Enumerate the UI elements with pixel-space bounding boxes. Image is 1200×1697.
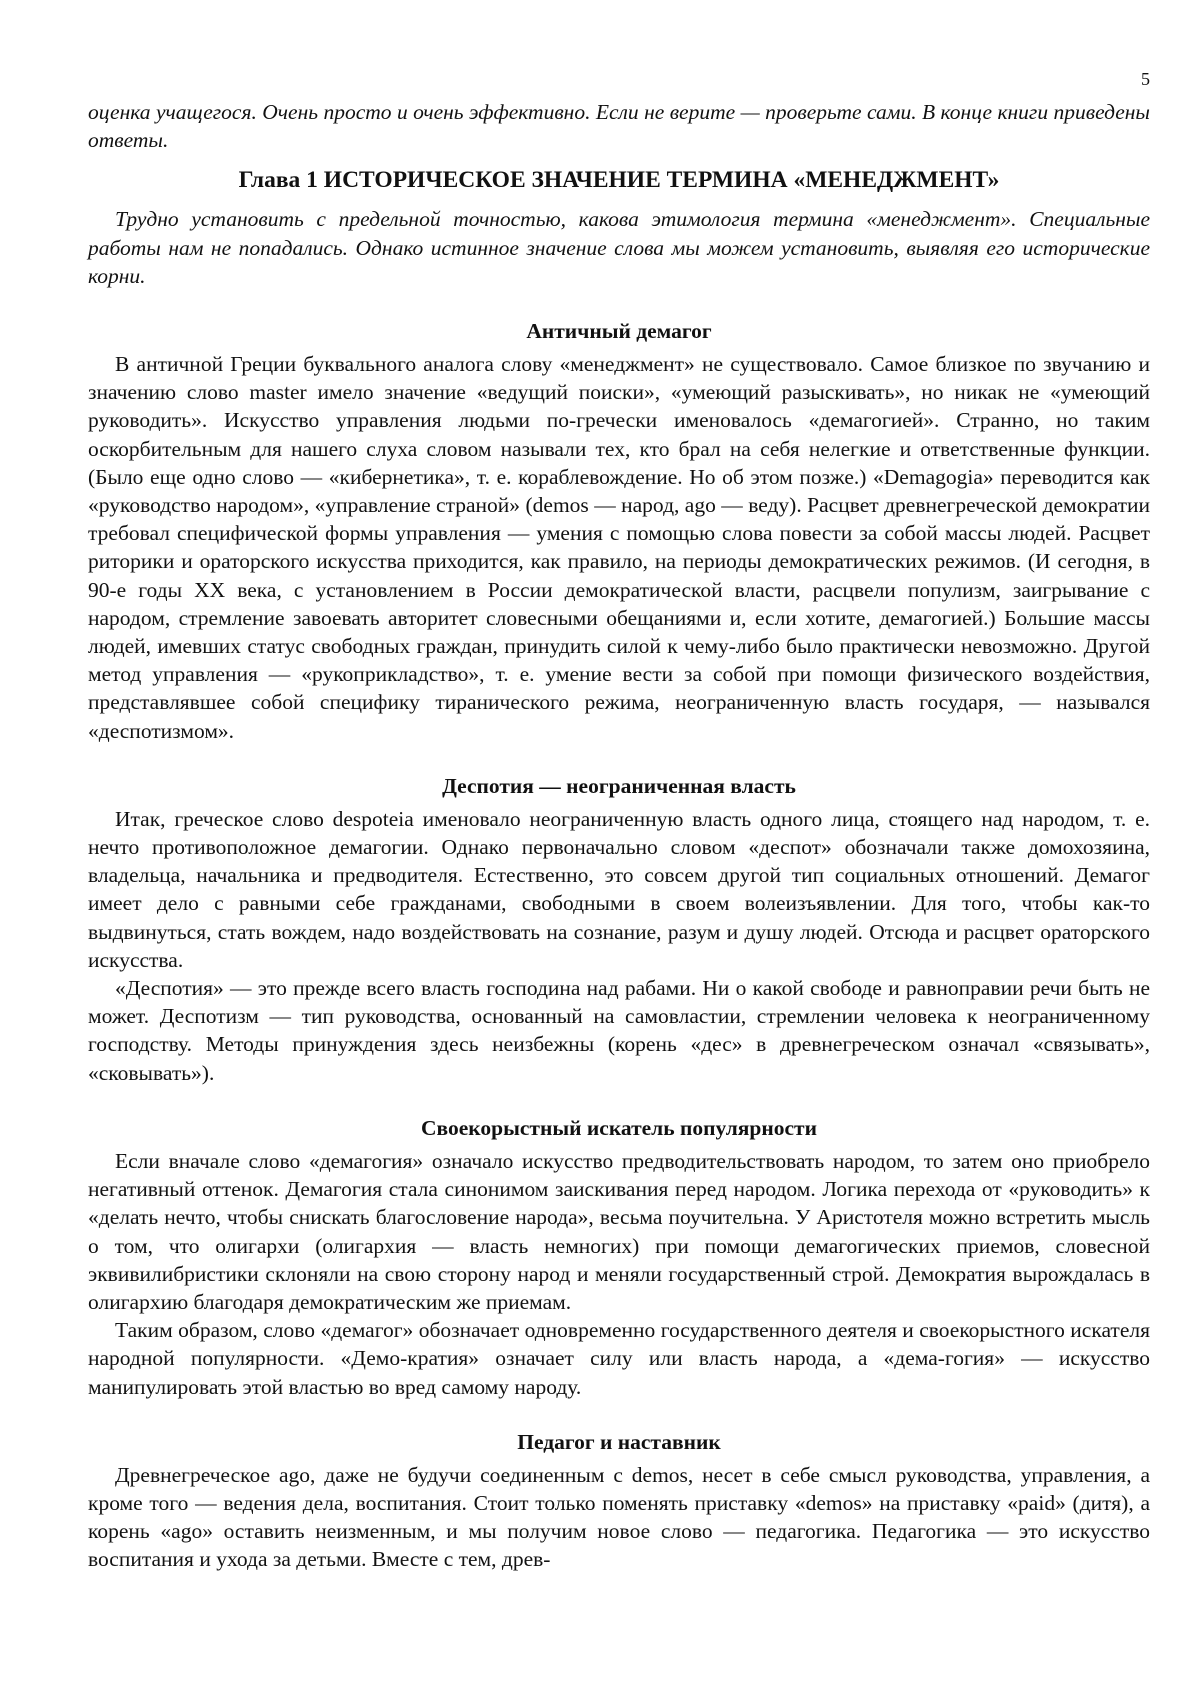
section-heading-ancient-demagogue: Античный демагог — [526, 319, 712, 344]
intro-tail: оценка учащегося. Очень просто и очень эффективно. Если не верите — проверьте сами. В конце книги приведены ответы. — [88, 100, 1150, 153]
section-heading-popularity-seeker: Своекорыстный искатель популярности — [420, 1115, 818, 1140]
page-number: 5 — [1141, 69, 1150, 89]
section-heading-despotism: Деспотия — неограниченная власть — [442, 773, 796, 798]
section-paragraph: Таким образом, слово «демагог» обозначает одновременно государственного деятеля и своекорыстного искателя народной популярности. «Демо-кратия» означает силу или власть народа, а «дема-гогия» — искусство манипулировать этой властью во вред самому народу. — [88, 1318, 1150, 1399]
section-heading-pedagogue: Педагог и наставник — [517, 1429, 721, 1454]
document-page — [88, 68, 1150, 1574]
section-paragraph: «Деспотия» — это прежде всего власть господина над рабами. Ни о какой свободе и равноправии речи быть не может. Деспотизм — тип руководства, основанный на самовластии, стремлении человека к неограниченному господству. Методы принуждения здесь неизбежны (корень «дес» в древнегреческом означал «связывать», «сковывать»). — [88, 976, 1150, 1085]
chapter-title: Глава 1 ИСТОРИЧЕСКОЕ ЗНАЧЕНИЕ ТЕРМИНА «МЕНЕДЖМЕНТ» — [238, 167, 1000, 194]
section-paragraph: Древнегреческое ago, даже не будучи соединенным с demos, несет в себе смысл руководства, управления, а кроме того — ведения дела, воспитания. Стоит только поменять приставку «demos» на приставку «paid» (дитя), а корень «ago» оставить неизменным, и мы получим новое слово — педагогика. Педагогика — это искусство воспитания и ухода за детьми. Вместе с тем, древ- — [88, 1462, 1150, 1572]
section-paragraph: Итак, греческое слово despoteia именовало неограниченную власть одного лица, стоящего над народом, т. е. нечто противоположное демагогии. Однако первоначально словом «деспот» обозначали также домохозяина, владельца, начальника и предводителя. Естественно, это совсем другой тип социальных отношений. Демагог имеет дело с равными себе гражданами, свободными в своем волеизъявлении. Для того, чтобы как-то выдвинуться, стать вождем, надо воздействовать на сознание, разум и душу людей. Отсюда и расцвет ораторского искусства. — [88, 806, 1150, 972]
section-paragraph: Если вначале слово «демагогия» означало искусство предводительствовать народом, то затем оно приобрело негативный оттенок. Демагогия стала синонимом заискивания перед народом. Логика перехода от «руководить» к «делать нечто, чтобы снискать благословение народа», весьма поучительна. У Аристотеля можно встретить мысль о том, что олигархи (олигархия — власть немногих) при помощи демагогических приемов, словесной эквивилибристики склоняли на свою сторону народ и меняли государственный строй. Демократия вырождалась в олигархию благодаря демократическим же приемам. — [88, 1148, 1150, 1314]
section-paragraph: В античной Греции буквального аналога слову «менеджмент» не существовало. Самое близкое по звучанию и значению слово master имело значение «ведущий поиски», «умеющий разыскивать», но никак не «умеющий руководить». Искусство управления людьми по-гречески именовалось «демагогией». Странно, но таким оскорбительным для нашего слуха словом называли тех, кто брал на себя нелегкие и ответственные функции. (Было еще одно слово — «кибернетика», т. е. кораблевождение. Но об этом позже.) «Demagogia» переводится как «руководство народом», «управление страной» (demos — народ, ago — веду). Расцвет древнегреческой демократии требовал специфической формы управления — умения с помощью слова повести за собой массы людей. Расцвет риторики и ораторского искусства приходится, как правило, на периоды демократических режимов. (И сегодня, в 90-е годы XX века, с установлением в России демократической власти, расцвели популизм, заигрывание с народом, стремление завоевать авторитет словесными обещаниями и, если хотите, демагогией.) Большие массы людей, имевших статус свободных граждан, принудить силой к чему-либо было практически невозможно. Другой метод управления — «рукоприкладство», т. е. умение вести за собой при помощи физического воздействия, представлявшее собой специфику тиранического режима, неограниченную власть государя, — назывался «деспотизмом». — [88, 352, 1150, 743]
chapter-intro: Трудно установить с предельной точностью, какова этимология термина «менеджмент». Специальные работы нам не попадались. Однако истинное значение слова мы можем установить, выявляя его исторические корни. — [88, 207, 1150, 288]
